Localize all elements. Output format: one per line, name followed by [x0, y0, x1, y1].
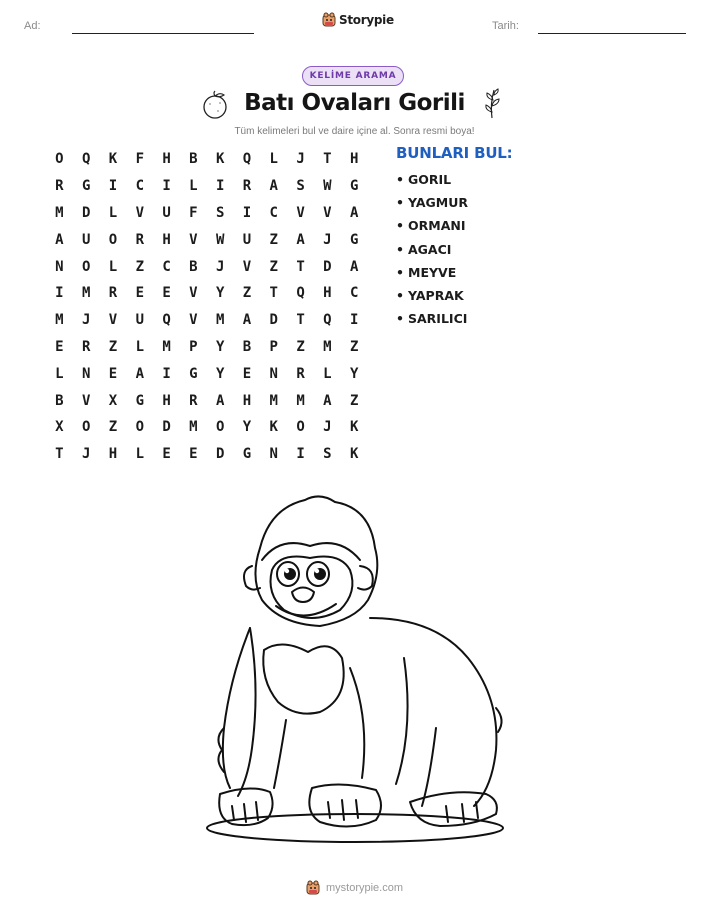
grid-cell[interactable]: Y — [242, 419, 252, 436]
grid-cell[interactable]: R — [189, 392, 198, 409]
leaf-sprig-icon — [480, 88, 504, 120]
storypie-logo-icon — [306, 880, 320, 895]
word-list-item — [396, 194, 468, 217]
grid-cell[interactable]: U — [81, 231, 91, 248]
grid-cell[interactable]: T — [55, 446, 64, 463]
grid-cell[interactable]: A — [269, 178, 278, 195]
word-label: YAPRAK — [408, 287, 464, 303]
grid-cell[interactable]: C — [269, 204, 278, 221]
grid-cell[interactable]: V — [189, 231, 198, 248]
word-list-item — [396, 264, 468, 287]
grid-cell[interactable]: J — [81, 312, 91, 329]
grid-cell[interactable]: G — [81, 178, 91, 195]
gorilla-coloring-illustration — [200, 488, 510, 848]
grid-cell[interactable]: A — [55, 231, 64, 248]
grid-cell[interactable]: A — [135, 365, 144, 382]
grid-cell[interactable]: M — [215, 312, 225, 329]
grid-cell[interactable]: S — [323, 446, 332, 463]
word-label: ORMANI — [408, 218, 466, 234]
grid-cell[interactable]: V — [189, 312, 198, 329]
grid-cell[interactable]: J — [296, 151, 305, 168]
grid-cell[interactable]: Q — [242, 151, 252, 168]
grid-cell[interactable]: Z — [349, 392, 359, 409]
bullet-icon: • — [396, 195, 404, 211]
grid-cell[interactable]: B — [55, 392, 64, 409]
grid-cell[interactable]: L — [108, 258, 118, 275]
grid-cell[interactable]: O — [81, 258, 91, 275]
word-list-item — [396, 310, 468, 333]
grid-cell[interactable]: O — [81, 419, 91, 436]
grid-cell[interactable]: M — [81, 285, 91, 302]
page-title: Batı Ovaları Gorili — [244, 90, 465, 116]
grid-cell[interactable]: J — [81, 446, 91, 463]
grid-cell[interactable]: L — [269, 151, 278, 168]
grid-cell[interactable]: L — [323, 365, 332, 382]
grid-cell[interactable]: O — [55, 151, 64, 168]
grid-cell[interactable]: Y — [215, 285, 225, 302]
grid-cell[interactable]: R — [296, 365, 305, 382]
grid-cell[interactable]: U — [242, 231, 252, 248]
grid-cell[interactable]: A — [296, 231, 305, 248]
grid-cell[interactable]: D — [215, 446, 225, 463]
grid-cell[interactable]: U — [135, 312, 144, 329]
grid-cell[interactable]: N — [81, 365, 91, 382]
word-label: MEYVE — [408, 264, 457, 280]
grid-cell[interactable]: E — [108, 365, 118, 382]
grid-cell[interactable]: H — [108, 446, 118, 463]
grid-cell[interactable]: P — [189, 338, 198, 355]
date-label: Tarih: — [492, 20, 519, 32]
word-label: AGACI — [408, 241, 452, 257]
storypie-logo-icon — [322, 12, 336, 27]
grid-cell[interactable]: W — [323, 178, 332, 195]
bullet-icon: • — [396, 311, 404, 327]
grid-cell[interactable]: K — [215, 151, 225, 168]
bullet-icon: • — [396, 172, 404, 187]
grid-cell[interactable]: E — [55, 338, 64, 355]
grid-cell[interactable]: N — [269, 365, 278, 382]
grid-cell[interactable]: V — [108, 312, 118, 329]
grid-cell[interactable]: Q — [323, 312, 332, 329]
grid-cell[interactable]: T — [296, 258, 305, 275]
grid-cell[interactable]: W — [215, 231, 225, 248]
grid-cell[interactable]: H — [323, 285, 332, 302]
grid-cell[interactable]: M — [296, 392, 305, 409]
grid-cell[interactable]: I — [349, 312, 359, 329]
grid-cell[interactable]: J — [323, 231, 332, 248]
grid-cell[interactable]: E — [135, 285, 144, 302]
grid-cell[interactable]: V — [135, 204, 144, 221]
grid-cell[interactable]: R — [55, 178, 64, 195]
grid-cell[interactable]: P — [269, 338, 278, 355]
grid-cell[interactable]: L — [135, 446, 144, 463]
grid-cell[interactable]: T — [296, 312, 305, 329]
brand — [322, 12, 394, 27]
grid-row — [46, 253, 368, 280]
grid-cell[interactable]: B — [189, 258, 198, 275]
grid-cell[interactable]: L — [55, 365, 64, 382]
instructions: Tüm kelimeleri bul ve daire içine al. Sonra resmi boya! — [234, 126, 475, 137]
grid-cell[interactable]: S — [296, 178, 305, 195]
grid-cell[interactable]: I — [296, 446, 305, 463]
grid-cell[interactable]: O — [215, 419, 225, 436]
grid-cell[interactable]: A — [215, 392, 225, 409]
grid-cell[interactable]: D — [269, 312, 278, 329]
grid-cell[interactable]: Z — [135, 258, 144, 275]
grid-cell[interactable]: M — [162, 338, 171, 355]
grid-cell[interactable]: N — [55, 258, 64, 275]
grid-cell[interactable]: A — [323, 392, 332, 409]
grid-cell[interactable]: L — [108, 204, 118, 221]
word-label: YAGMUR — [408, 195, 469, 211]
date-line — [538, 33, 686, 34]
word-label: GORIL — [408, 172, 452, 187]
grid-cell[interactable]: Z — [242, 285, 252, 302]
grid-row — [46, 334, 368, 361]
grid-cell[interactable]: H — [162, 231, 171, 248]
grid-cell[interactable]: I — [215, 178, 225, 195]
bullet-icon: • — [396, 218, 404, 234]
grid-cell[interactable]: Z — [108, 419, 118, 436]
grid-cell[interactable]: Z — [269, 258, 278, 275]
bullet-icon: • — [396, 241, 404, 257]
word-list-item — [396, 287, 468, 310]
grid-cell[interactable]: R — [135, 231, 144, 248]
grid-cell[interactable]: E — [189, 446, 198, 463]
grid-cell[interactable]: O — [108, 231, 118, 248]
grid-cell[interactable]: O — [135, 419, 144, 436]
grid-cell[interactable]: K — [269, 419, 278, 436]
grid-cell[interactable]: U — [162, 204, 171, 221]
grid-cell[interactable]: B — [189, 151, 198, 168]
grid-cell[interactable]: I — [162, 365, 171, 382]
grid-cell[interactable]: G — [189, 365, 198, 382]
grid-row — [46, 441, 368, 468]
grid-cell[interactable]: M — [323, 338, 332, 355]
grid-cell[interactable]: M — [55, 204, 64, 221]
grid-cell[interactable]: I — [162, 178, 171, 195]
footer-url: mystorypie.com — [326, 881, 404, 894]
bullet-icon: • — [396, 287, 404, 303]
grid-cell[interactable]: Y — [215, 338, 225, 355]
grid-cell[interactable]: V — [81, 392, 91, 409]
grid-cell[interactable]: H — [349, 151, 359, 168]
grid-row — [46, 360, 368, 387]
grid-cell[interactable]: S — [215, 204, 225, 221]
grid-cell[interactable]: L — [189, 178, 198, 195]
grid-cell[interactable]: Z — [108, 338, 118, 355]
grid-cell[interactable]: I — [242, 204, 252, 221]
activity-badge: KELİME ARAMA — [302, 66, 404, 86]
grid-row — [46, 146, 368, 173]
grid-cell[interactable]: A — [242, 312, 252, 329]
grid-cell[interactable]: N — [269, 446, 278, 463]
grid-cell[interactable]: O — [296, 419, 305, 436]
grid-cell[interactable]: C — [135, 178, 144, 195]
name-label: Ad: — [24, 20, 41, 32]
grid-cell[interactable]: Y — [215, 365, 225, 382]
grid-cell[interactable]: I — [108, 178, 118, 195]
find-title: BUNLARI BUL: — [396, 144, 513, 162]
word-list — [396, 171, 468, 333]
grid-cell[interactable]: M — [189, 419, 198, 436]
grid-cell[interactable]: K — [349, 446, 359, 463]
brand-name: Storypie — [339, 12, 394, 27]
grid-cell[interactable]: E — [242, 365, 252, 382]
grid-cell[interactable]: H — [162, 151, 171, 168]
grid-cell[interactable]: R — [242, 178, 252, 195]
word-label: SARILICI — [408, 311, 468, 327]
grid-cell[interactable]: D — [162, 419, 171, 436]
grid-cell[interactable]: X — [55, 419, 64, 436]
grid-cell[interactable]: Z — [296, 338, 305, 355]
name-line — [72, 33, 254, 34]
footer — [306, 880, 403, 895]
grid-cell[interactable]: F — [189, 204, 198, 221]
grid-cell[interactable]: T — [269, 285, 278, 302]
grid-cell[interactable]: Y — [349, 365, 359, 382]
grid-cell[interactable]: Q — [162, 312, 171, 329]
grid-cell[interactable]: K — [349, 419, 359, 436]
grid-cell[interactable]: H — [242, 392, 252, 409]
grid-cell[interactable]: E — [162, 285, 171, 302]
grid-cell[interactable]: L — [135, 338, 144, 355]
grid-cell[interactable]: D — [323, 258, 332, 275]
grid-cell[interactable]: M — [55, 312, 64, 329]
grid-cell[interactable]: J — [215, 258, 225, 275]
grid-row — [46, 226, 368, 253]
word-search-grid — [46, 146, 368, 468]
word-list-item — [396, 217, 468, 240]
grid-cell[interactable]: J — [323, 419, 332, 436]
grid-cell[interactable]: K — [108, 151, 118, 168]
grid-row — [46, 414, 368, 441]
grid-cell[interactable]: D — [81, 204, 91, 221]
grid-cell[interactable]: C — [349, 285, 359, 302]
word-list-item — [396, 241, 468, 264]
grid-row — [46, 200, 368, 227]
grid-row — [46, 280, 368, 307]
grid-row — [46, 307, 368, 334]
grid-cell[interactable]: G — [135, 392, 144, 409]
grid-cell[interactable]: F — [135, 151, 144, 168]
grid-cell[interactable]: Z — [269, 231, 278, 248]
grid-row — [46, 173, 368, 200]
grid-cell[interactable]: M — [269, 392, 278, 409]
grid-cell[interactable]: I — [55, 285, 64, 302]
grid-cell[interactable]: G — [349, 178, 359, 195]
grid-cell[interactable]: H — [162, 392, 171, 409]
grid-cell[interactable]: X — [108, 392, 118, 409]
grid-cell[interactable]: E — [162, 446, 171, 463]
grid-cell[interactable]: T — [323, 151, 332, 168]
grid-row — [46, 387, 368, 414]
grid-cell[interactable]: Q — [296, 285, 305, 302]
word-list-item — [396, 171, 468, 194]
grid-cell[interactable]: A — [349, 204, 359, 221]
bullet-icon: • — [396, 264, 404, 280]
grid-cell[interactable]: Z — [349, 338, 359, 355]
grid-cell[interactable]: V — [242, 258, 252, 275]
grid-cell[interactable]: G — [349, 231, 359, 248]
grid-cell[interactable]: V — [323, 204, 332, 221]
grid-cell[interactable]: V — [296, 204, 305, 221]
grid-cell[interactable]: V — [189, 285, 198, 302]
grid-cell[interactable]: R — [108, 285, 118, 302]
grid-cell[interactable]: R — [81, 338, 91, 355]
grid-cell[interactable]: C — [162, 258, 171, 275]
grid-cell[interactable]: B — [242, 338, 252, 355]
grid-cell[interactable]: Q — [81, 151, 91, 168]
grid-cell[interactable]: A — [349, 258, 359, 275]
grid-cell[interactable]: G — [242, 446, 252, 463]
